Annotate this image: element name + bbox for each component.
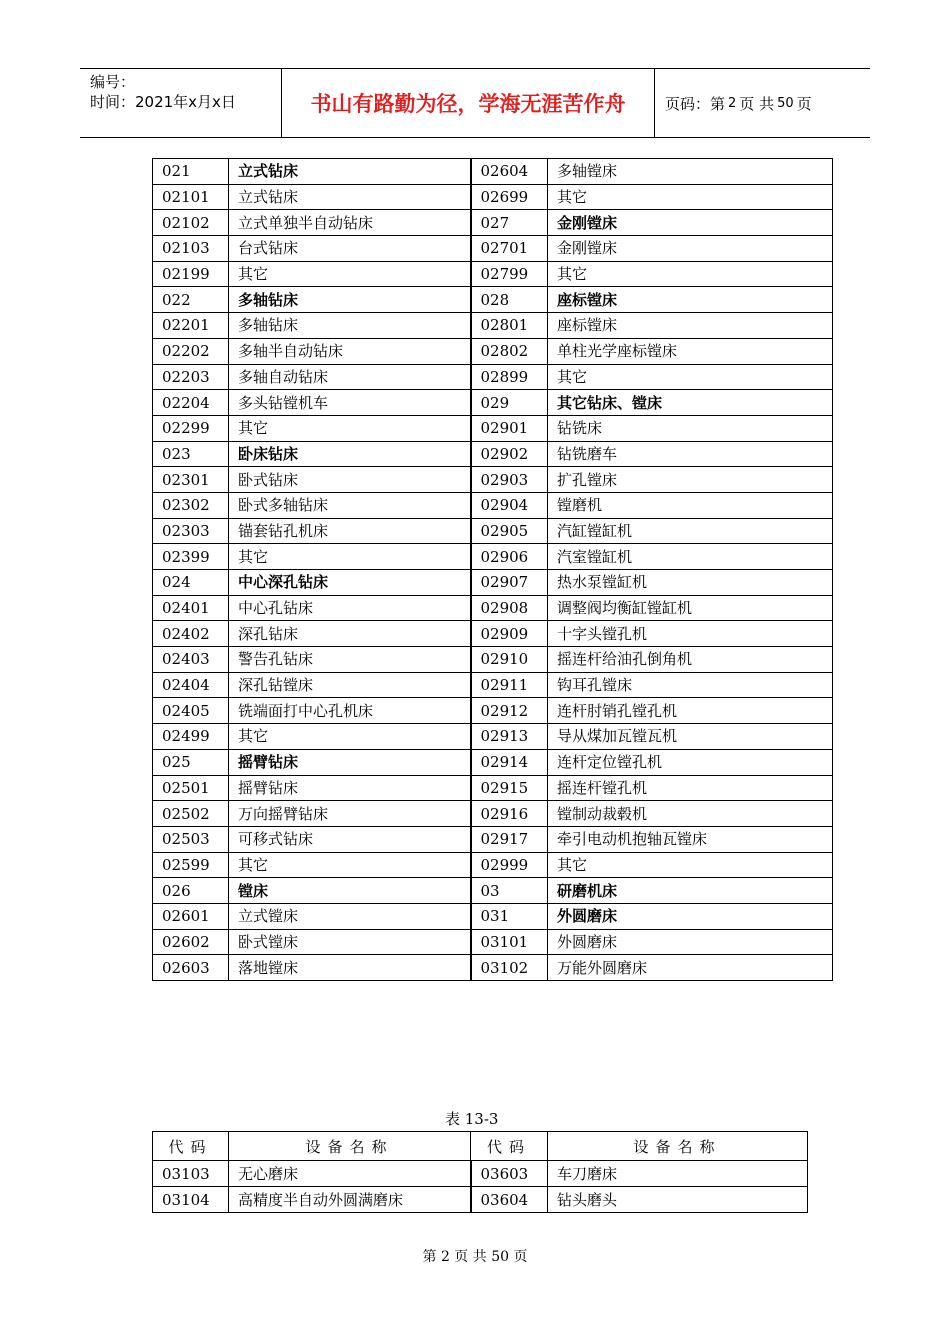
table-row	[153, 415, 833, 441]
code-cell: 02603	[153, 955, 229, 981]
header-name: 设备名称	[229, 1132, 471, 1161]
table-row	[153, 390, 833, 416]
code-cell: 02399	[153, 544, 229, 570]
table-row	[153, 621, 833, 647]
code-cell: 03604	[471, 1187, 548, 1213]
page-suffix: 页	[796, 94, 812, 113]
name-cell: 立式钻床	[229, 159, 471, 185]
code-cell: 02912	[471, 698, 548, 724]
code-cell: 02203	[153, 364, 229, 390]
name-cell: 卧式多轴钻床	[229, 492, 471, 518]
code-cell: 02301	[153, 467, 229, 493]
code-cell: 029	[471, 390, 548, 416]
code-cell: 02901	[471, 415, 548, 441]
name-cell: 摇连杆镗孔机	[548, 775, 833, 801]
name-cell: 卧式镗床	[229, 929, 471, 955]
code-cell: 02302	[153, 492, 229, 518]
page-header	[80, 68, 870, 138]
code-cell: 02907	[471, 570, 548, 596]
name-cell: 立式钻床	[229, 184, 471, 210]
table-row	[153, 159, 833, 185]
code-cell: 02906	[471, 544, 548, 570]
name-cell: 镗床	[229, 878, 471, 904]
name-cell: 导从煤加瓦镗瓦机	[548, 724, 833, 750]
name-cell: 深孔钻床	[229, 621, 471, 647]
table-row	[153, 903, 833, 929]
name-cell: 铣端面打中心孔机床	[229, 698, 471, 724]
code-cell: 02103	[153, 236, 229, 262]
code-cell: 02914	[471, 749, 548, 775]
header-meta	[80, 69, 282, 137]
code-cell: 02911	[471, 672, 548, 698]
name-cell: 无心磨床	[229, 1161, 471, 1187]
table-row	[153, 313, 833, 339]
table-row	[153, 1187, 808, 1213]
code-cell: 021	[153, 159, 229, 185]
name-cell: 金刚镗床	[548, 210, 833, 236]
code-cell: 02299	[153, 415, 229, 441]
name-cell: 万能外圆磨床	[548, 955, 833, 981]
table-row	[153, 544, 833, 570]
code-cell: 02908	[471, 595, 548, 621]
code-cell: 02199	[153, 261, 229, 287]
code-cell: 02701	[471, 236, 548, 262]
code-cell: 02502	[153, 801, 229, 827]
name-cell: 摇臂钻床	[229, 749, 471, 775]
code-cell: 03103	[153, 1161, 229, 1187]
code-cell: 03	[471, 878, 548, 904]
table-row	[153, 647, 833, 673]
name-cell: 热水泵镗缸机	[548, 570, 833, 596]
code-cell: 02501	[153, 775, 229, 801]
name-cell: 摇臂钻床	[229, 775, 471, 801]
equipment-code-table	[152, 158, 833, 981]
code-cell: 02503	[153, 826, 229, 852]
code-cell: 02902	[471, 441, 548, 467]
table-row	[153, 775, 833, 801]
name-cell: 多轴钻床	[229, 287, 471, 313]
code-cell: 02905	[471, 518, 548, 544]
table-row	[153, 749, 833, 775]
code-cell: 02604	[471, 159, 548, 185]
table-header-row	[153, 1132, 808, 1161]
name-cell: 卧床钻床	[229, 441, 471, 467]
page-total: 50	[777, 95, 794, 111]
table-row	[153, 852, 833, 878]
code-cell: 028	[471, 287, 548, 313]
table-row	[153, 441, 833, 467]
name-cell: 车刀磨床	[548, 1161, 808, 1187]
name-cell: 其它	[229, 261, 471, 287]
code-cell: 02401	[153, 595, 229, 621]
name-cell: 卧式钻床	[229, 467, 471, 493]
name-cell: 扩孔镗床	[548, 467, 833, 493]
name-cell: 深孔钻镗床	[229, 672, 471, 698]
table-row	[153, 518, 833, 544]
page-prefix: 页码：第	[665, 94, 726, 113]
code-cell: 02201	[153, 313, 229, 339]
table-row	[153, 724, 833, 750]
name-cell: 研磨机床	[548, 878, 833, 904]
name-cell: 其它	[548, 364, 833, 390]
name-cell: 警告孔钻床	[229, 647, 471, 673]
code-cell: 02303	[153, 518, 229, 544]
name-cell: 台式钻床	[229, 236, 471, 262]
table-row	[153, 826, 833, 852]
table-row	[153, 364, 833, 390]
name-cell: 外圆磨床	[548, 929, 833, 955]
table-row	[153, 1161, 808, 1187]
code-cell: 024	[153, 570, 229, 596]
table-row	[153, 672, 833, 698]
code-cell: 02402	[153, 621, 229, 647]
name-cell: 金刚镗床	[548, 236, 833, 262]
name-cell: 立式镗床	[229, 903, 471, 929]
code-cell: 02405	[153, 698, 229, 724]
name-cell: 万向摇臂钻床	[229, 801, 471, 827]
code-cell: 026	[153, 878, 229, 904]
name-cell: 钻铣磨车	[548, 441, 833, 467]
code-cell: 02499	[153, 724, 229, 750]
code-cell: 02801	[471, 313, 548, 339]
name-cell: 立式单独半自动钻床	[229, 210, 471, 236]
name-cell: 汽缸镗缸机	[548, 518, 833, 544]
name-cell: 钩耳孔镗床	[548, 672, 833, 698]
table-row	[153, 287, 833, 313]
name-cell: 连杆定位镗孔机	[548, 749, 833, 775]
name-cell: 其它	[229, 852, 471, 878]
table-row	[153, 878, 833, 904]
table-row	[153, 929, 833, 955]
name-cell: 镗制动裁毂机	[548, 801, 833, 827]
header-code: 代码	[153, 1132, 229, 1161]
table-row	[153, 338, 833, 364]
code-cell: 03102	[471, 955, 548, 981]
name-cell: 调整阀均衡缸镗缸机	[548, 595, 833, 621]
name-cell: 其它	[229, 724, 471, 750]
code-cell: 02899	[471, 364, 548, 390]
name-cell: 高精度半自动外圆满磨床	[229, 1187, 471, 1213]
table-row	[153, 184, 833, 210]
name-cell: 其它钻床、镗床	[548, 390, 833, 416]
table-row	[153, 595, 833, 621]
name-cell: 钻铣床	[548, 415, 833, 441]
name-cell: 十字头镗孔机	[548, 621, 833, 647]
name-cell: 连杆肘销孔镗孔机	[548, 698, 833, 724]
serial-label: 编号：	[90, 73, 136, 91]
name-cell: 多轴钻床	[229, 313, 471, 339]
page-footer: 第 2 页 共 50 页	[422, 1249, 528, 1265]
code-cell: 02799	[471, 261, 548, 287]
code-cell: 02999	[471, 852, 548, 878]
code-cell: 03101	[471, 929, 548, 955]
code-cell: 02909	[471, 621, 548, 647]
code-cell: 02202	[153, 338, 229, 364]
table-row	[153, 236, 833, 262]
table-caption: 表 13-3	[445, 1110, 499, 1128]
name-cell: 镗磨机	[548, 492, 833, 518]
table-row	[153, 210, 833, 236]
header-motto: 书山有路勤为径，学海无涯苦作舟	[282, 69, 655, 137]
name-cell: 锚套钻孔机床	[229, 518, 471, 544]
page-number: 2	[728, 95, 737, 111]
code-cell: 02101	[153, 184, 229, 210]
code-cell: 03104	[153, 1187, 229, 1213]
table-row	[153, 570, 833, 596]
code-cell: 02602	[153, 929, 229, 955]
name-cell: 单柱光学座标镗床	[548, 338, 833, 364]
header-code: 代码	[471, 1132, 548, 1161]
name-cell: 多轴自动钻床	[229, 364, 471, 390]
name-cell: 中心孔钻床	[229, 595, 471, 621]
name-cell: 落地镗床	[229, 955, 471, 981]
code-cell: 027	[471, 210, 548, 236]
table-row	[153, 467, 833, 493]
name-cell: 座标镗床	[548, 287, 833, 313]
name-cell: 外圆磨床	[548, 903, 833, 929]
name-cell: 其它	[548, 184, 833, 210]
name-cell: 钻头磨头	[548, 1187, 808, 1213]
code-cell: 02904	[471, 492, 548, 518]
header-name: 设备名称	[548, 1132, 808, 1161]
code-cell: 02917	[471, 826, 548, 852]
code-cell: 02599	[153, 852, 229, 878]
name-cell: 中心深孔钻床	[229, 570, 471, 596]
page-mid: 页 共	[739, 94, 775, 113]
table-row	[153, 492, 833, 518]
code-cell: 02913	[471, 724, 548, 750]
name-cell: 可移式钻床	[229, 826, 471, 852]
name-cell: 其它	[229, 415, 471, 441]
name-cell: 多头钻镗机车	[229, 390, 471, 416]
table-row	[153, 955, 833, 981]
code-cell: 02601	[153, 903, 229, 929]
code-cell: 022	[153, 287, 229, 313]
equipment-code-table-13-3	[152, 1131, 808, 1213]
code-cell: 031	[471, 903, 548, 929]
name-cell: 摇连杆给油孔倒角机	[548, 647, 833, 673]
code-cell: 02699	[471, 184, 548, 210]
name-cell: 其它	[548, 852, 833, 878]
code-cell: 02916	[471, 801, 548, 827]
name-cell: 牵引电动机抱轴瓦镗床	[548, 826, 833, 852]
code-cell: 02204	[153, 390, 229, 416]
name-cell: 多轴半自动钻床	[229, 338, 471, 364]
code-cell: 02404	[153, 672, 229, 698]
time-label: 时间：2021年x月x日	[90, 93, 236, 111]
code-cell: 02903	[471, 467, 548, 493]
code-cell: 03603	[471, 1161, 548, 1187]
code-cell: 02802	[471, 338, 548, 364]
name-cell: 座标镗床	[548, 313, 833, 339]
table-row	[153, 698, 833, 724]
name-cell: 其它	[229, 544, 471, 570]
code-cell: 025	[153, 749, 229, 775]
code-cell: 02403	[153, 647, 229, 673]
name-cell: 其它	[548, 261, 833, 287]
code-cell: 023	[153, 441, 229, 467]
code-cell: 02915	[471, 775, 548, 801]
table-row	[153, 261, 833, 287]
name-cell: 多轴镗床	[548, 159, 833, 185]
code-cell: 02102	[153, 210, 229, 236]
name-cell: 汽室镗缸机	[548, 544, 833, 570]
table-row	[153, 801, 833, 827]
code-cell: 02910	[471, 647, 548, 673]
header-page-info	[655, 69, 870, 137]
